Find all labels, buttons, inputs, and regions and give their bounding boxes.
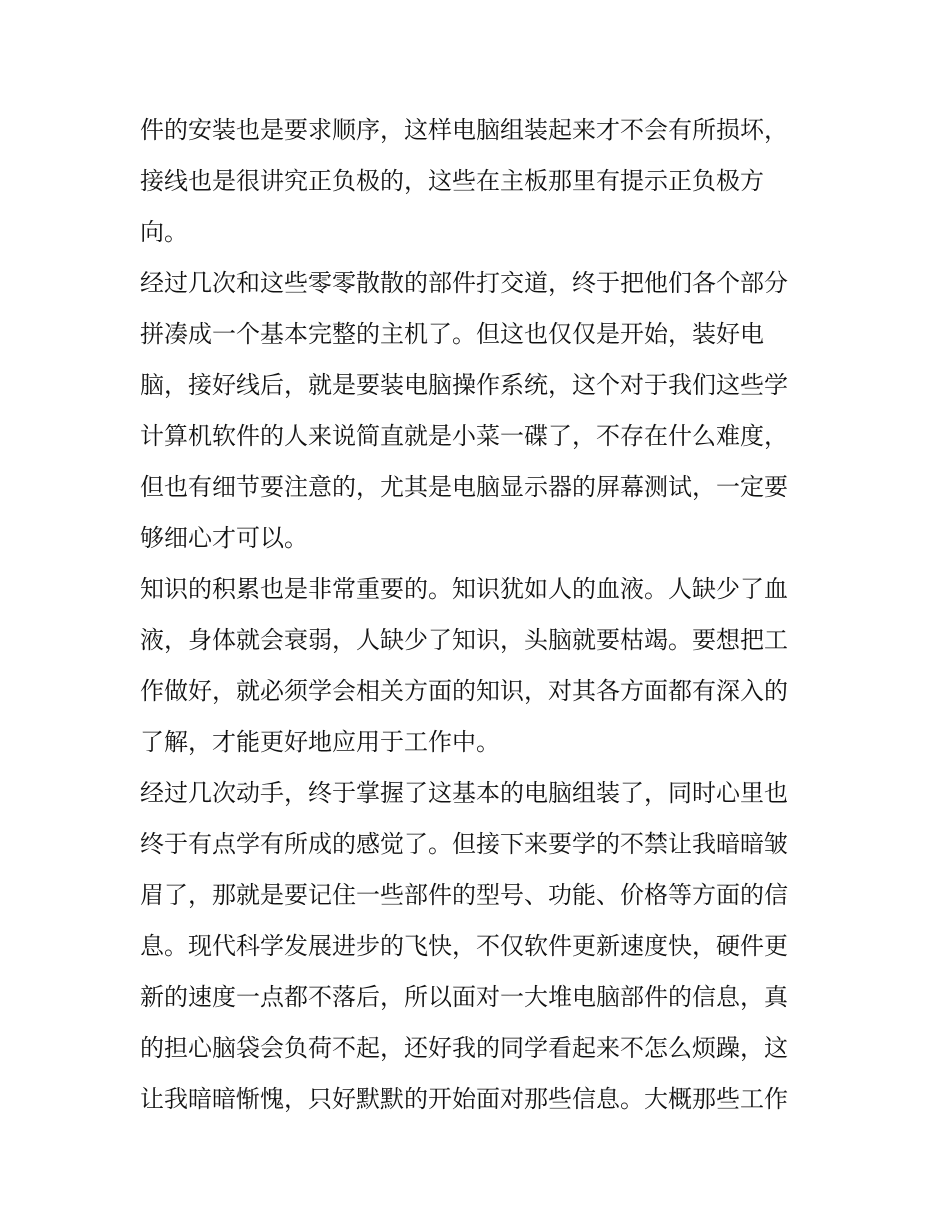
text-line: 计算机软件的人来说简直就是小菜一碟了，不存在什么难度， (140, 422, 788, 450)
text-line: 新的速度一点都不落后，所以面对一大堆电脑部件的信息，真 (140, 983, 788, 1011)
text-line: 的担心脑袋会负荷不起，还好我的同学看起来不怎么烦躁，这 (140, 1034, 788, 1062)
text-line: 经过几次和这些零零散散的部件打交道，终于把他们各个部分 (140, 269, 788, 297)
text-line: 终于有点学有所成的感觉了。但接下来要学的不禁让我暗暗皱 (140, 830, 788, 858)
text-line: 经过几次动手，终于掌握了这基本的电脑组装了，同时心里也 (140, 779, 788, 807)
text-line: 件的安装也是要求顺序，这样电脑组装起来才不会有所损坏， (140, 116, 788, 144)
text-line: 脑，接好线后，就是要装电脑操作系统，这个对于我们这些学 (140, 371, 788, 399)
text-line: 了解，才能更好地应用于工作中。 (140, 728, 500, 756)
text-line: 让我暗暗惭愧，只好默默的开始面对那些信息。大概那些工作 (140, 1085, 788, 1113)
document-body (140, 105, 820, 1125)
text-line: 接线也是很讲究正负极的，这些在主板那里有提示正负极方 (140, 167, 764, 195)
text-line: 但也有细节要注意的，尤其是电脑显示器的屏幕测试，一定要 (140, 473, 788, 501)
text-line: 拼凑成一个基本完整的主机了。但这也仅仅是开始，装好电 (140, 320, 764, 348)
text-line: 够细心才可以。 (140, 524, 308, 552)
text-line: 眉了，那就是要记住一些部件的型号、功能、价格等方面的信 (140, 881, 788, 909)
text-line: 液，身体就会衰弱，人缺少了知识，头脑就要枯竭。要想把工 (140, 626, 788, 654)
text-line: 知识的积累也是非常重要的。知识犹如人的血液。人缺少了血 (140, 575, 788, 603)
text-line: 作做好，就必须学会相关方面的知识，对其各方面都有深入的 (140, 677, 788, 705)
text-line: 向。 (140, 218, 188, 246)
text-line: 息。现代科学发展进步的飞快，不仅软件更新速度快，硬件更 (140, 932, 788, 960)
